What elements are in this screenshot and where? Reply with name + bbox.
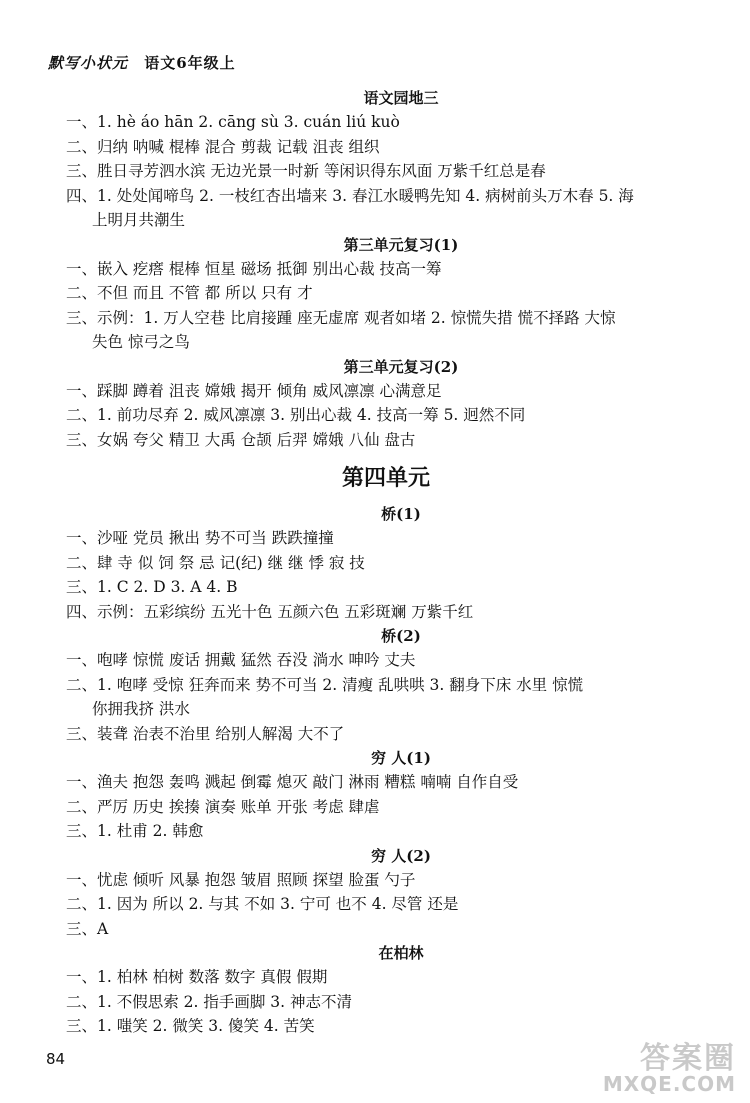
answer-line: 一、沙哑 党员 揪出 势不可当 跌跌撞撞 [66, 529, 334, 547]
section-title: 桥(2) [381, 627, 421, 645]
answer-line: 一、嵌入 疙瘩 棍棒 恒星 磁场 抵御 别出心裁 技高一筹 [66, 259, 442, 278]
answer-line: 二、不但 而且 不管 都 所以 只有 才 [66, 284, 313, 302]
section-bridge-2 [66, 624, 706, 746]
answer-line: 四、1. 处处闻啼鸟 2. 一枝红杏出墙来 3. 春江水暖鸭先知 4. 病树前头万木春 5. 海 [66, 186, 634, 205]
section-title: 穷 人(1) [371, 749, 431, 767]
answer-line: 四、示例：五彩缤纷 五光十色 五颜六色 五彩斑斓 万紫千红 [66, 602, 474, 621]
section-title: 第三单元复习(2) [343, 357, 459, 376]
answer-line: 三、示例：1. 万人空巷 比肩接踵 座无虚席 观者如堵 2. 惊慌失措 慌不择路 大惊 [66, 308, 616, 327]
answer-line-continued: 你拥我挤 洪水 [92, 700, 190, 718]
book-subject: 语文6年级上 [144, 54, 236, 72]
answer-line: 一、渔夫 抱怨 轰鸣 溅起 倒霉 熄灭 敲门 淋雨 糟糕 喃喃 自作自受 [66, 773, 519, 791]
unit-title: 第四单元 [341, 465, 430, 491]
answer-line: 二、1. 因为 所以 2. 与其 不如 3. 宁可 也不 4. 尽管 还是 [66, 895, 459, 913]
book-brand: 默写小状元 [48, 54, 129, 72]
answer-line: 二、肆 寺 似 饲 祭 忌 记(纪) 继 继 悸 寂 技 [66, 553, 365, 572]
page-header [48, 52, 236, 73]
section-title: 语文园地三 [363, 89, 439, 107]
section-poor-people-2 [66, 844, 706, 942]
section-yuwen-yuandi-3 [66, 86, 706, 233]
page-number: 84 [46, 1050, 66, 1068]
section-title: 第三单元复习(1) [343, 235, 459, 254]
answer-line: 三、A [66, 919, 109, 938]
answer-line-continued: 失色 惊弓之鸟 [92, 333, 190, 351]
watermark-url: MXQE.COM [602, 1072, 736, 1096]
section-unit3-review-1 [66, 233, 706, 355]
watermark-logo [602, 1040, 736, 1096]
section-title: 在柏林 [378, 944, 424, 962]
answer-line: 三、1. 嗤笑 2. 微笑 3. 傻笑 4. 苦笑 [66, 1017, 315, 1035]
answer-content [66, 86, 706, 1039]
answer-line: 二、1. 前功尽弃 2. 威风凛凛 3. 别出心裁 4. 技高一筹 5. 迥然不同 [66, 406, 526, 424]
answer-line: 三、1. C 2. D 3. A 4. B [66, 578, 238, 596]
answer-line: 三、胜日寻芳泗水滨 无边光景一时新 等闲识得东风面 万紫千红总是春 [66, 162, 546, 180]
answer-line: 二、1. 咆哮 受惊 狂奔而来 势不可当 2. 清瘦 乱哄哄 3. 翻身下床 水里 惊慌 [66, 675, 584, 694]
answer-line: 三、装聋 治表不治里 给别人解渴 大不了 [66, 724, 345, 743]
answer-line: 一、1. 柏林 柏树 数落 数字 真假 假期 [66, 968, 328, 986]
section-unit3-review-2 [66, 355, 706, 453]
answer-line-continued: 上明月共潮生 [92, 211, 186, 229]
answer-line: 二、1. 不假思索 2. 指手画脚 3. 神志不清 [66, 992, 353, 1011]
answer-line: 三、女娲 夸父 精卫 大禹 仓颉 后羿 嫦娥 八仙 盘古 [66, 430, 416, 449]
answer-line: 二、严厉 历史 挨揍 演奏 账单 开张 考虑 肆虐 [66, 797, 380, 816]
section-title: 穷 人(2) [371, 846, 431, 865]
section-poor-people-1 [66, 746, 706, 844]
answer-line: 三、1. 杜甫 2. 韩愈 [66, 822, 204, 840]
answer-line: 一、踩脚 蹲着 沮丧 嫦娥 揭开 倾角 威风凛凛 心满意足 [66, 381, 442, 400]
answer-line: 二、归纳 呐喊 棍棒 混合 剪裁 记载 沮丧 组织 [66, 137, 380, 156]
answer-line: 一、忧虑 倾听 风暴 抱怨 皱眉 照顾 探望 脸蛋 勺子 [66, 870, 416, 889]
section-bridge-1 [66, 502, 706, 624]
section-title: 桥(1) [381, 505, 421, 523]
answer-line: 一、咆哮 惊慌 废话 拥戴 猛然 吞没 淌水 呻吟 丈夫 [66, 651, 416, 669]
watermark-text: 答案圈 [640, 1040, 736, 1076]
answer-line: 一、1. hè áo hān 2. cāng sù 3. cuán liú kuò [66, 113, 400, 131]
section-in-berlin [66, 941, 706, 1039]
